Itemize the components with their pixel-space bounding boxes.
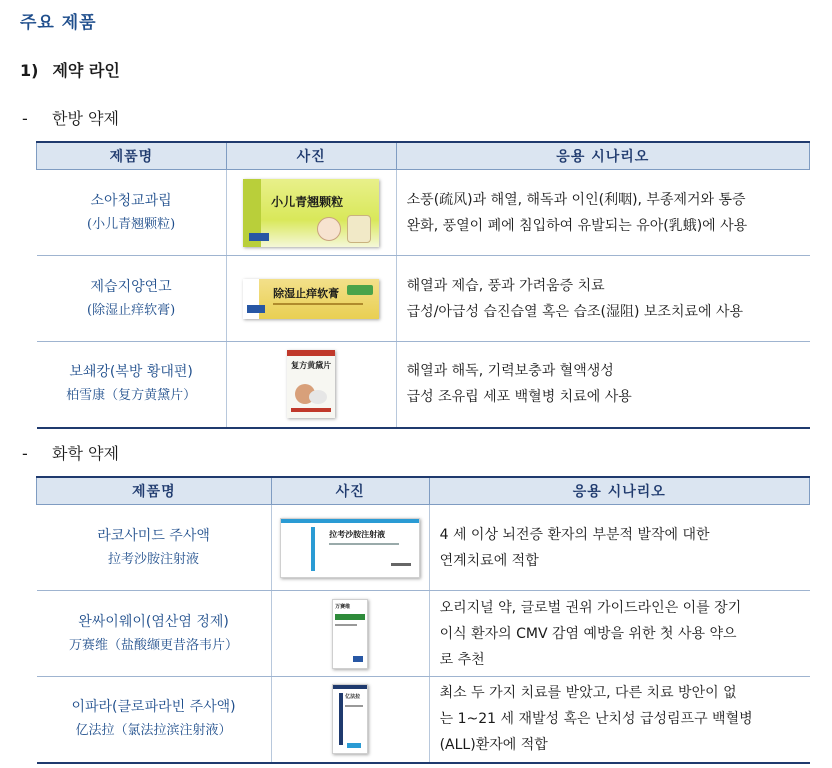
scenario-line: 해열과 해독, 기력보충과 혈액생성	[406, 363, 614, 380]
product-name-chinese: 柏雪康（复方黄黛片）	[66, 388, 197, 404]
product-package-image	[332, 684, 368, 754]
product-scenario-cell	[396, 170, 809, 256]
scenario-line: 해열과 제습, 풍과 가려움증 치료	[406, 277, 605, 294]
product-scenario-cell	[429, 677, 809, 763]
product-scenario-cell	[396, 256, 809, 342]
product-photo-cell	[271, 677, 429, 763]
chemical-product-table	[36, 476, 810, 764]
subsection-heading	[20, 58, 120, 81]
scenario-line: 이식 환자의 CMV 감염 예방을 위한 첫 사용 약으	[439, 625, 737, 642]
product-name-cell	[37, 342, 227, 428]
subsection-number: 1)	[20, 61, 39, 80]
product-name-korean: 완싸이웨이(염산염 정제)	[78, 613, 229, 630]
scenario-line: 연계치료에 적합	[439, 552, 539, 569]
package-label: 小儿青翘颗粒	[271, 194, 344, 209]
scenario-line: (ALL)환자에 적합	[439, 737, 548, 754]
product-name-chinese: 亿法拉（氯法拉滨注射液）	[75, 723, 232, 739]
product-name-chinese: 万赛维（盐酸缬更昔洛韦片）	[69, 637, 239, 653]
product-name-chinese: 拉考沙胺注射液	[108, 551, 200, 567]
package-label: 拉考沙胺注射液	[329, 528, 386, 539]
product-scenario-cell	[396, 342, 809, 428]
scenario-line: 급성/아급성 습진습열 혹은 습조(湿阻) 보조치료에 사용	[406, 303, 744, 320]
subsection-title: 제약 라인	[52, 61, 120, 80]
category-title: 한방 약제	[52, 109, 119, 128]
package-label: 复方黄黛片	[291, 360, 332, 371]
package-label: 亿法拉	[345, 694, 361, 701]
column-header-scenario: 응용 시나리오	[429, 477, 809, 505]
category-dash: -	[22, 109, 28, 128]
product-package-image	[280, 518, 420, 578]
scenario-line: 완화, 풍열이 폐에 침입하여 유발되는 유아(乳蛾)에 사용	[406, 217, 748, 234]
product-photo-cell	[226, 342, 396, 428]
product-name-korean: 보쇄캉(복방 황대편)	[69, 364, 193, 381]
category-heading-chemical	[22, 441, 119, 464]
product-name-korean: 이파라(클로파라빈 주사액)	[71, 699, 236, 716]
column-header-photo: 사진	[271, 477, 429, 505]
scenario-line: 로 추천	[439, 651, 485, 668]
product-name-cell	[37, 505, 272, 591]
table-row	[37, 677, 810, 763]
product-photo-cell	[226, 170, 396, 256]
product-name-chinese: (除湿止痒软膏)	[87, 302, 176, 318]
product-photo-cell	[271, 591, 429, 677]
product-name-cell	[37, 677, 272, 763]
product-name-chinese: (小儿青翘颗粒)	[87, 216, 176, 232]
product-name-cell	[37, 591, 272, 677]
package-label: 除湿止痒软膏	[273, 286, 340, 300]
category-title: 화학 약제	[52, 444, 119, 463]
column-header-name: 제품명	[37, 142, 227, 170]
column-header-name: 제품명	[37, 477, 272, 505]
product-scenario-cell	[429, 505, 809, 591]
product-package-image	[332, 599, 368, 669]
package-label: 万赛维	[335, 603, 351, 610]
table-row	[37, 505, 810, 591]
product-package-image	[243, 179, 379, 247]
section-heading: 주요 제품	[20, 13, 97, 33]
category-heading-herbal	[22, 106, 119, 129]
column-header-scenario: 응용 시나리오	[396, 142, 809, 170]
herbal-product-table	[36, 141, 810, 429]
product-name-korean: 라코사미드 주사액	[97, 527, 210, 544]
product-name-korean: 제습지양연고	[90, 278, 172, 295]
scenario-line: 오리지널 약, 글로벌 권위 가이드라인은 이를 장기	[439, 599, 742, 616]
product-name-korean: 소아청교과립	[90, 192, 172, 209]
scenario-line: 4 세 이상 뇌전증 환자의 부분적 발작에 대한	[439, 526, 710, 543]
table-row	[37, 170, 810, 256]
scenario-line: 는 1~21 세 재발성 혹은 난치성 급성림프구 백혈병	[439, 711, 753, 728]
scenario-line: 급성 조유립 세포 백혈병 치료에 사용	[406, 389, 632, 406]
product-photo-cell	[226, 256, 396, 342]
table-row	[37, 342, 810, 428]
category-dash: -	[22, 444, 28, 463]
column-header-photo: 사진	[226, 142, 396, 170]
product-package-image	[287, 350, 335, 418]
product-name-cell	[37, 256, 227, 342]
product-photo-cell	[271, 505, 429, 591]
product-package-image	[243, 279, 379, 319]
product-scenario-cell	[429, 591, 809, 677]
table-row	[37, 591, 810, 677]
scenario-line: 최소 두 가지 치료를 받았고, 다른 치료 방안이 없	[439, 685, 737, 702]
product-name-cell	[37, 170, 227, 256]
scenario-line: 소풍(疏风)과 해열, 해독과 이인(利咽), 부종제거와 통증	[406, 191, 746, 208]
table-row	[37, 256, 810, 342]
